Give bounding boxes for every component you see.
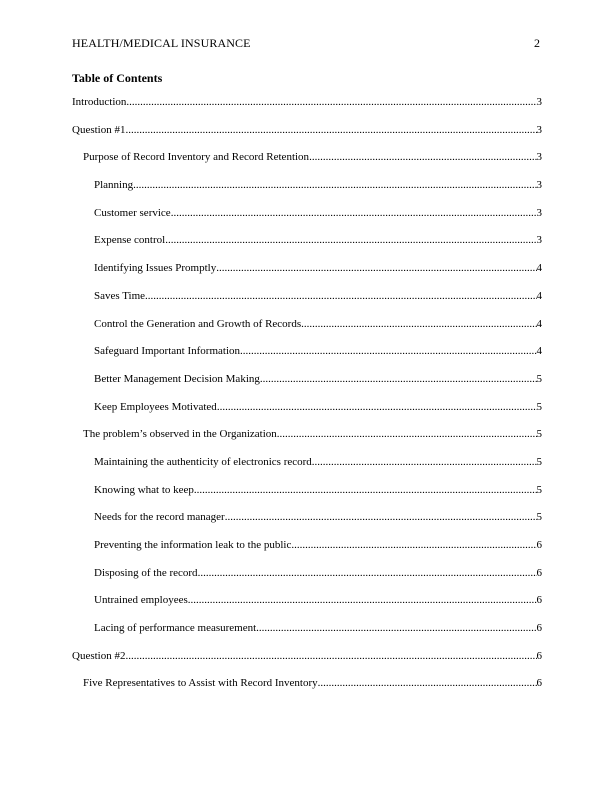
toc-entry[interactable]	[72, 290, 542, 318]
toc-entry-page: 6	[536, 594, 542, 607]
toc-entry-label: Needs for the record manager	[94, 511, 225, 524]
toc-entry[interactable]	[72, 428, 542, 456]
toc-dot-leader	[165, 234, 536, 246]
toc-entry-label: The problem’s observed in the Organization	[83, 428, 277, 441]
toc-entry[interactable]	[72, 511, 542, 539]
toc-dot-leader	[145, 290, 536, 302]
toc-dot-leader	[194, 484, 537, 496]
toc-entry-page: 5	[536, 483, 542, 496]
toc-entry-page: 3	[536, 234, 542, 247]
toc-entry-label: Customer service	[94, 206, 171, 219]
page-header	[72, 36, 540, 52]
toc-dot-leader	[277, 428, 537, 440]
toc-entry[interactable]	[72, 650, 542, 678]
toc-entry[interactable]	[72, 207, 542, 235]
toc-dot-leader	[125, 650, 536, 662]
toc-entry-label: Lacing of performance measurement	[94, 622, 257, 635]
toc-entry-label: Five Representatives to Assist with Record Inventory	[83, 677, 318, 690]
toc-entry-page: 5	[536, 400, 542, 413]
toc-entry-page: 4	[536, 289, 542, 302]
toc-entry[interactable]	[72, 594, 542, 622]
toc-entry-page: 6	[536, 566, 542, 579]
toc-entry-label: Question #2	[72, 649, 126, 662]
toc-dot-leader	[260, 373, 537, 385]
toc-entry-page: 4	[536, 345, 542, 358]
toc-entry-label: Saves Time	[94, 289, 146, 302]
toc-entry-label: Untrained employees	[94, 594, 188, 607]
toc-entry-label: Control the Generation and Growth of Records	[94, 317, 302, 330]
toc-entry-label: Safeguard Important Information	[94, 345, 241, 358]
toc-heading: Table of Contents	[72, 71, 163, 85]
toc-entry-page: 3	[536, 206, 542, 219]
toc-entry[interactable]	[72, 539, 542, 567]
toc-entry-label: Knowing what to keep	[94, 483, 194, 496]
toc-entry[interactable]	[72, 567, 542, 595]
toc-entry-page: 3	[536, 179, 542, 192]
toc-entry-label: Purpose of Record Inventory and Record Retention	[83, 151, 310, 164]
toc-entry[interactable]	[72, 262, 542, 290]
toc-entry[interactable]	[72, 179, 542, 207]
toc-entry-label: Maintaining the authenticity of electronics record	[94, 455, 312, 468]
toc-entry-page: 5	[536, 455, 542, 468]
toc-entry-page: 5	[536, 372, 542, 385]
toc-entry-label: Better Management Decision Making	[94, 372, 260, 385]
toc-entry-page: 5	[536, 511, 542, 524]
toc-dot-leader	[256, 622, 536, 634]
toc-dot-leader	[125, 124, 536, 136]
toc-entry-page: 6	[536, 622, 542, 635]
toc-entry-label: Disposing of the record	[94, 566, 198, 579]
toc-dot-leader	[312, 456, 537, 468]
toc-entry[interactable]	[72, 318, 542, 346]
toc-entry-page: 4	[536, 317, 542, 330]
toc-entry[interactable]	[72, 234, 542, 262]
toc-dot-leader	[225, 511, 537, 523]
toc-entry[interactable]	[72, 401, 542, 429]
toc-dot-leader	[216, 262, 536, 274]
toc-entry-label: Question #1	[72, 123, 126, 136]
toc-entry[interactable]	[72, 677, 542, 705]
toc-entry-page: 4	[536, 262, 542, 275]
toc-entry-label: Introduction	[72, 96, 127, 108]
toc-entry[interactable]	[72, 96, 542, 124]
toc-dot-leader	[171, 207, 537, 219]
toc-entry-page: 6	[536, 677, 542, 690]
toc-entry[interactable]	[72, 373, 542, 401]
toc-entry[interactable]	[72, 456, 542, 484]
toc-entry-page: 3	[536, 123, 542, 136]
toc-entry[interactable]	[72, 484, 542, 512]
toc-entry-label: Planning	[94, 179, 134, 192]
toc-dot-leader	[309, 151, 536, 163]
toc-entry-page: 5	[536, 428, 542, 441]
toc-dot-leader	[291, 539, 536, 551]
toc-dot-leader	[217, 401, 537, 413]
toc-dot-leader	[240, 345, 536, 357]
toc-dot-leader	[126, 96, 536, 108]
toc-entry-label: Keep Employees Motivated	[94, 400, 217, 413]
page-number: 2	[534, 36, 540, 50]
toc-dot-leader	[301, 318, 536, 330]
toc-entry[interactable]	[72, 124, 542, 152]
toc-dot-leader	[318, 677, 537, 689]
toc-entry-page: 6	[536, 539, 542, 551]
toc-entry-page: 6	[536, 649, 542, 662]
toc-entry-label: Identifying Issues Promptly	[94, 262, 217, 275]
toc-dot-leader	[133, 179, 536, 191]
running-head-title: HEALTH/MEDICAL INSURANCE	[72, 36, 251, 50]
toc-dot-leader	[188, 594, 537, 606]
toc-entry[interactable]	[72, 622, 542, 650]
toc-entry-page: 3	[536, 96, 542, 108]
toc-entry[interactable]	[72, 345, 542, 373]
toc-entry-label: Preventing the information leak to the public	[94, 539, 292, 551]
toc-entry[interactable]	[72, 151, 542, 179]
toc-entry-page: 3	[536, 151, 542, 164]
table-of-contents	[72, 96, 542, 705]
toc-dot-leader	[198, 567, 537, 579]
toc-entry-label: Expense control	[94, 234, 166, 247]
